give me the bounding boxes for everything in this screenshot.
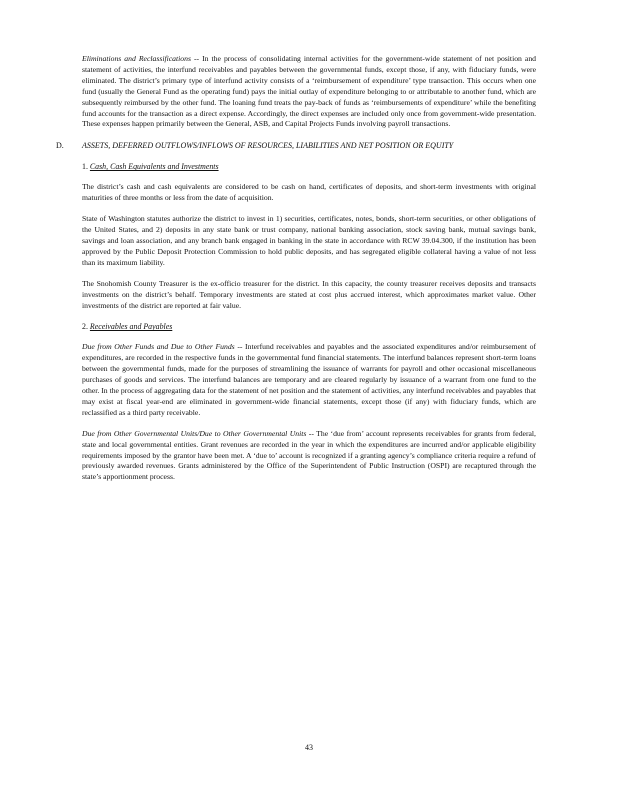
county-treasurer-paragraph: The Snohomish County Treasurer is the ex-officio treasurer for the district. In this capacity, the county treasurer receives deposits and transacts investments on the district’s behalf. Temporary investments are stated at cost plus accrued interest, which approximates market value. Other investments of the district are reported at fair value. <box>82 278 536 310</box>
due-funds-text: -- Interfund receivables and payables and the associated expenditures and/or reimbursement of expenditures, are recorded in the respective funds in the governmental fund financial statements. The interfund balances represent short-term loans between the governmental funds, made for the purposes of streamlining the issuance of warrants for payroll and other occasional miscellaneous purchases of goods and services. The interfund balances are temporary and are cleared regularly by issuance of a warrant from one fund to the other. In the process of aggregating data for the statement of net position and the statement of activities, any interfund receivables and payables that may exist at fiscal year-end are eliminated in government-wide financial statements, except those (if any) with fiduciary funds, which are reclassified as a third party receivable. <box>82 342 536 417</box>
document-body <box>56 54 537 483</box>
subsection-1-number: 1. <box>82 162 88 172</box>
subsection-1-title: Cash, Cash Equivalents and Investments <box>89 162 219 172</box>
subsection-2-heading <box>82 321 536 332</box>
cash-paragraph: The district’s cash and cash equivalents are considered to be cash on hand, certificates of deposits, and short-term investments with original maturities of three months or less from the date of acquisition. <box>82 182 536 203</box>
eliminations-lead: Eliminations and Reclassifications <box>82 54 191 63</box>
section-d-heading <box>56 140 536 151</box>
due-funds-lead: Due from Other Funds and Due to Other Funds <box>82 342 235 352</box>
page-number: 43 <box>305 743 313 752</box>
due-governmental-paragraph <box>82 429 536 484</box>
subsection-2-number: 2. <box>82 322 88 332</box>
due-governmental-text: -- The ‘due from’ account represents receivables for grants from federal, state and local governmental entities. Grant revenues are recorded in the year in which the expenditures are incurred and/or applicable eligibility requirements imposed by the grantor have been met. A ‘due to’ account is recognized if a granting agency’s compliance criteria require a refund of previously awarded revenues. Grants administered by the Office of the Superintendent of Public Instruction (OSPI) are recaptured through the state’s apportionment process. <box>82 428 536 482</box>
state-statutes-paragraph: State of Washington statutes authorize the district to invest in 1) securities, certificates, notes, bonds, short-term securities, or other obligations of the United States, and 2) deposits in any state bank or trust company, national banking association, stock saving bank, mutual savings bank, savings and loan association, and any branch bank engaged in banking in the state in accordance with RCW 39.04.300, if the institution has been approved by the Public Deposit Protection Commission to hold public deposits, and has segregated eligible collateral having a value of not less than its maximum liability. <box>82 214 536 267</box>
section-d-letter: D. <box>56 141 64 151</box>
eliminations-paragraph <box>82 54 536 130</box>
due-funds-paragraph <box>82 342 536 418</box>
section-d-title: ASSETS, DEFERRED OUTFLOWS/INFLOWS OF RESOURCES, LIABILITIES AND NET POSITION OR EQUITY <box>82 141 454 151</box>
eliminations-text: -- In the process of consolidating internal activities for the government-wide statement of net position and statement of activities, the interfund receivables and payables between the governmental funds, except those, if any, with fiduciary funds, were eliminated. The district’s primary type of interfund activity consists of a ‘reimbursement of expenditure’ type transaction. This occurs when one fund (usually the General Fund as the operating fund) pays the initial outlay of expenditure belonging to or attributable to another fund, which are subsequently reimbursed by the other fund. The loaning fund treats the pay-back of funds as ‘reimbursements of expenditure’ while the benefiting fund accounts for the transaction as a direct expense. Accordingly, the direct expenses are included only once from government-wide presentation. These expenses happen primarily between the General, ASB, and Capital Projects Funds involving payroll transactions. <box>82 54 537 129</box>
subsection-1-heading <box>82 161 536 172</box>
due-governmental-lead: Due from Other Governmental Units/Due to Other Governmental Units <box>82 428 307 438</box>
subsection-2-title: Receivables and Payables <box>89 322 173 332</box>
